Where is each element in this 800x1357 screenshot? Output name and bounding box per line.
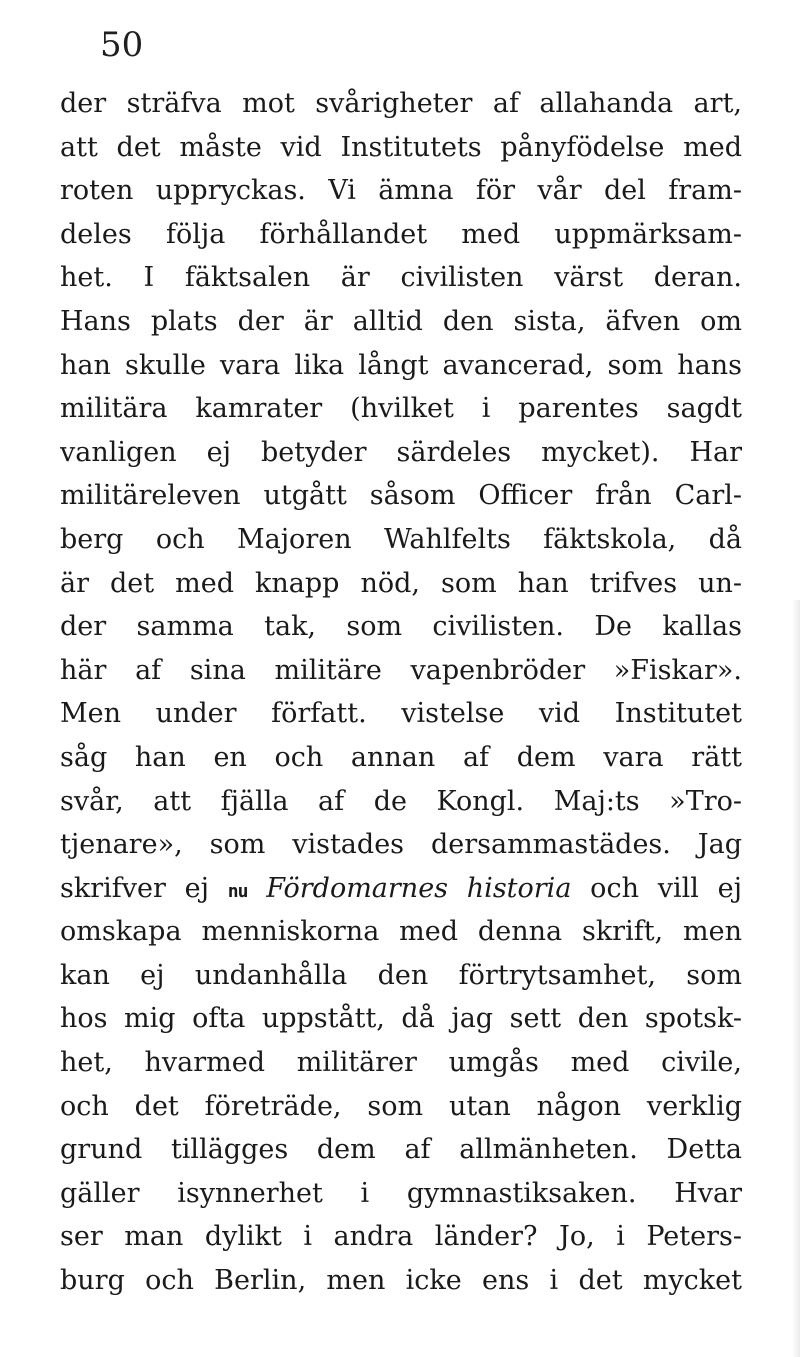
text-line: att det måste vid Institutets pånyfödelse med <box>60 131 742 163</box>
text-line: der samma tak, som civilisten. De kallas <box>60 611 742 643</box>
text-line: svår, att fjälla af de Kongl. Maj:ts »Tro- <box>60 785 742 817</box>
text-line: deles följa förhållandet med uppmärksam- <box>60 218 742 250</box>
italic-title: Fördomarnes historia <box>266 872 572 904</box>
text-line: berg och Majoren Wahlfelts fäktskola, då <box>60 523 742 555</box>
text-fragment: skrifver ej <box>60 872 228 904</box>
text-line: gäller isynnerhet i gymnastiksaken. Hvar <box>60 1177 742 1209</box>
text-line: roten uppryckas. Vi ämna för vår del fram- <box>60 175 742 207</box>
text-line: grund tillägges dem af allmänheten. Detta <box>60 1134 742 1166</box>
page-edge-shadow <box>792 600 800 1357</box>
text-line: militäreleven utgått såsom Officer från Carl- <box>60 480 742 512</box>
text-fragment: och vill ej <box>571 872 742 904</box>
page-number: 50 <box>100 25 144 65</box>
text-line: här af sina militäre vapenbröder »Fiskar». <box>60 654 742 686</box>
text-line: Hans plats der är alltid den sista, äfven om <box>60 305 742 337</box>
text-line: tjenare», som vistades dersammastädes. Jag <box>60 829 742 861</box>
text-line: militära kamrater (hvilket i parentes sagdt <box>60 393 742 425</box>
text-line: hos mig ofta uppstått, då jag sett den spotsk- <box>60 1003 742 1035</box>
text-line: der sträfva mot svårigheter af allahanda art, <box>60 88 742 119</box>
printed-mark: nu <box>227 880 248 902</box>
text-line: kan ej undanhålla den förtrytsamhet, som <box>60 959 742 991</box>
text-line: het. I fäktsalen är civilisten värst deran. <box>60 262 742 294</box>
text-line: burg och Berlin, men icke ens i det mycket <box>60 1265 742 1297</box>
text-line: och det företräde, som utan någon verklig <box>60 1090 742 1122</box>
text-line: är det med knapp nöd, som han trifves un- <box>60 567 742 599</box>
text-line: omskapa menniskorna med denna skrift, men <box>60 916 742 948</box>
text-line: såg han en och annan af dem vara rätt <box>60 741 742 773</box>
text-line: Men under författ. vistelse vid Institutet <box>60 698 742 730</box>
text-line: het, hvarmed militärer umgås med civile, <box>60 1047 742 1079</box>
text-line: han skulle vara lika långt avancerad, som hans <box>60 349 742 381</box>
body-text <box>60 82 742 1303</box>
text-line-mixed <box>60 867 742 911</box>
text-line: ser man dylikt i andra länder? Jo, i Peters- <box>60 1221 742 1253</box>
text-line: vanligen ej betyder särdeles mycket). Har <box>60 436 742 468</box>
